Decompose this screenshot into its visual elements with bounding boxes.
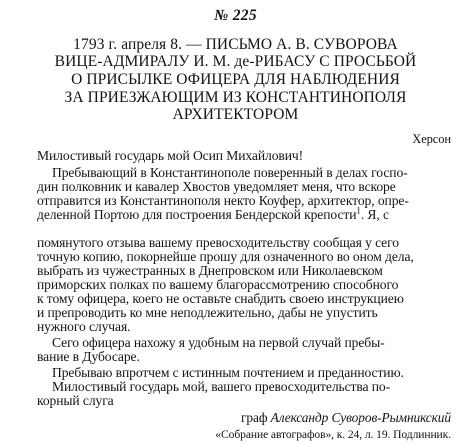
heading-line-5: АРХИТЕКТОРОМ [172,106,299,123]
heading-line-3: О ПРИСЫЛКЕ ОФИЦЕРА ДЛЯ НАБЛЮДЕНИЯ [71,71,400,88]
body-line: Пребываю впротчем с истинным почтением и преданностию. [52,365,404,380]
body-line [37,205,389,222]
body-line: отправится из Константинополя некто Коуфер, архитектор, опре- [37,193,409,208]
body-line: выбрать из чужестранных в Днепровском или Николаевском [37,263,383,278]
body-line: точную копию, покорнейше прошу для означенного во оном дела, [37,249,414,264]
place-of-writing: Херсон [412,132,451,146]
body-line: и препроводить ко мне неподлежительно, дабы не упустить [37,305,378,320]
heading-line-2: ВИЦЕ-АДМИРАЛУ И. М. де-РИБАСУ С ПРОСЬБОЙ [54,53,417,70]
greeting: Милостивый государь мой Осип Михайлович! [37,148,304,163]
body-line: дин полковник и кавалер Хвостов уведомляет меня, что вскоре [37,179,396,194]
body-line-text: деленной Портою для построения Бендерской крепости [37,207,357,222]
heading-line-4: ЗА ПРИЕЗЖАЮЩИМ ИЗ КОНСТАНТИНОПОЛЯ [64,89,407,106]
body-line: нужного случая. [37,319,131,334]
body-line: Сего офицера нахожу я удобным на первой случай пребы- [52,335,385,350]
document-number: № 225 [214,7,257,24]
body-line: вание в Дубосаре. [37,349,140,364]
body-line: корный слуга [37,393,114,408]
body-line: к тому офицера, коего не оставьте снабдить своею инструкциею [37,291,404,306]
body-line: Милостивый государь мой, вашего превосходительства по- [52,379,391,394]
signature [241,410,451,426]
source-citation: «Собрание автографов», к. 24, л. 19. Подлинник. [215,428,451,441]
body-line: помянутого отзыва вашему превосходительству сообщая у сего [37,235,399,250]
signature-rank: граф [240,410,271,425]
body-line-text: . Я, с [360,207,389,222]
heading-line-1: 1793 г. апреля 8. — ПИСЬМО А. В. СУВОРОВА [73,36,398,53]
footnote-marker: 1 [356,205,361,216]
body-line: Пребывающий в Константинополе поверенный в делах госпо- [52,165,408,180]
body-line: приморских полках по вашему благорассмотрению способного [37,277,399,292]
signature-name: Александр Суворов-Рымникский [270,410,451,425]
